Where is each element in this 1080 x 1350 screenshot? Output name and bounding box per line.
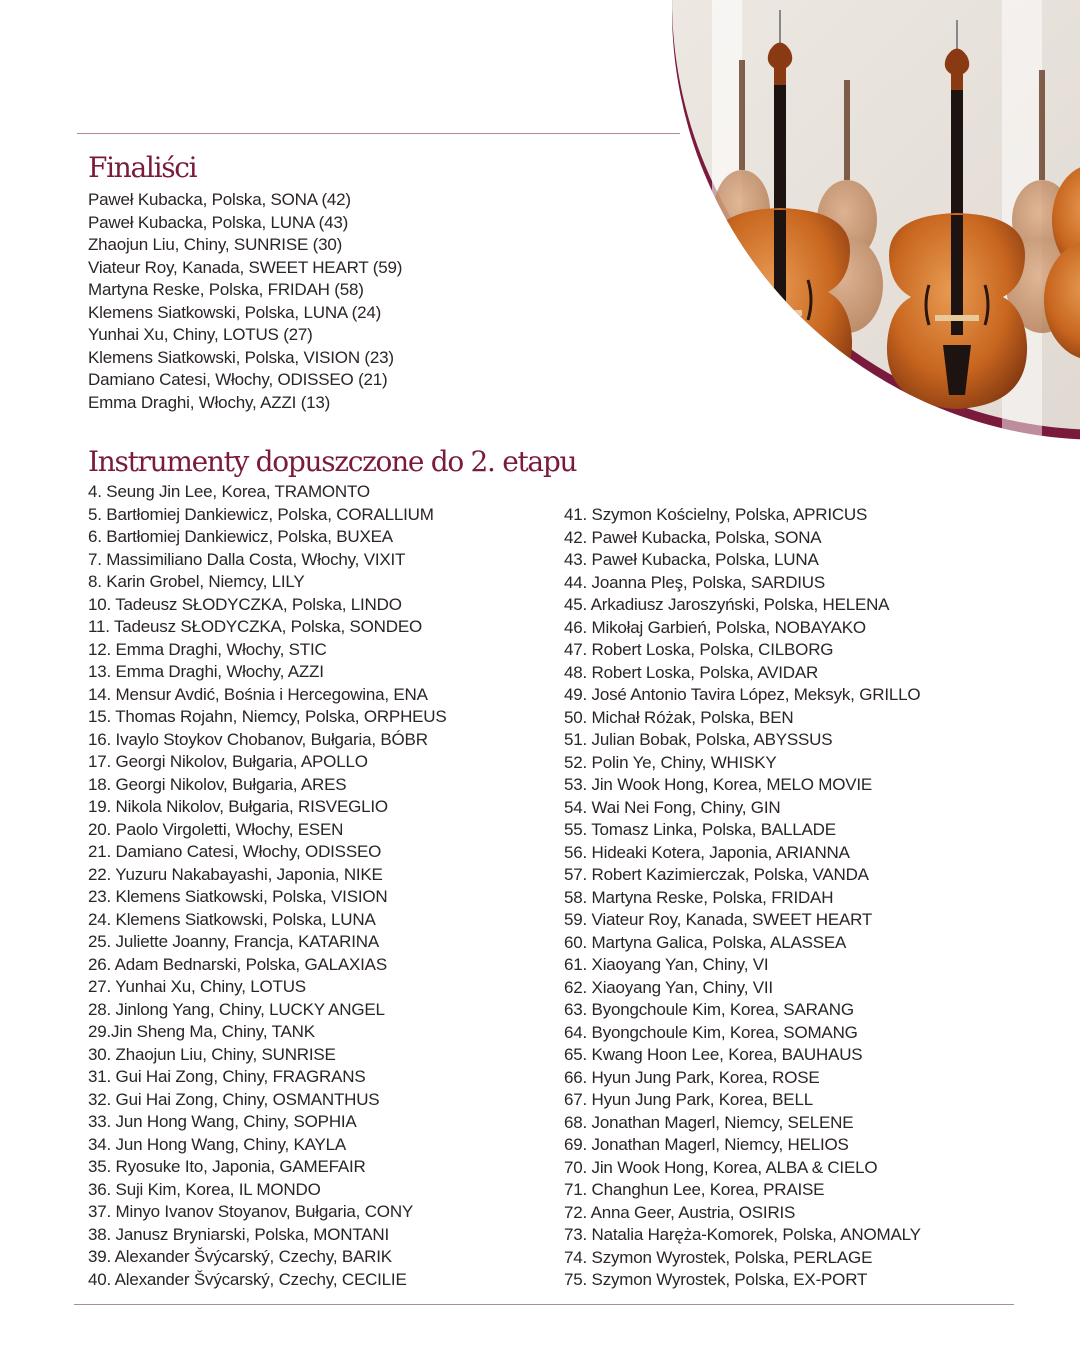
list-item: 57. Robert Kazimierczak, Polska, VANDA: [564, 865, 869, 884]
list-item: 68. Jonathan Magerl, Niemcy, SELENE: [564, 1112, 854, 1132]
list-item: 29.Jin Sheng Ma, Chiny, TANK: [88, 1022, 315, 1041]
list-item: 33. Jun Hong Wang, Chiny, SOPHIA: [88, 1112, 357, 1131]
list-item: 15. Thomas Rojahn, Niemcy, Polska, ORPHEUS: [88, 707, 447, 726]
list-item: 43. Paweł Kubacka, Polska, LUNA: [564, 550, 819, 569]
stage2-column-2: [564, 504, 921, 1292]
list-item: 67. Hyun Jung Park, Korea, BELL: [564, 1090, 813, 1109]
list-item: 8. Karin Grobel, Niemcy, LILY: [88, 572, 305, 591]
finalists-list: [88, 189, 402, 414]
list-item: 61. Xiaoyang Yan, Chiny, VI: [564, 955, 769, 974]
list-item: 7. Massimiliano Dalla Costa, Włochy, VIXIT: [88, 549, 406, 569]
list-item: 65. Kwang Hoon Lee, Korea, BAUHAUS: [564, 1045, 863, 1064]
list-item: 70. Jin Wook Hong, Korea, ALBA & CIELO: [564, 1157, 878, 1177]
list-item: Paweł Kubacka, Polska, SONA (42): [88, 190, 351, 209]
list-item: 42. Paweł Kubacka, Polska, SONA: [564, 527, 822, 547]
list-item: 73. Natalia Haręża-Komorek, Polska, ANOMALY: [564, 1225, 921, 1244]
list-item: Klemens Siatkowski, Polska, LUNA (24): [88, 302, 382, 322]
list-item: 55. Tomasz Linka, Polska, BALLADE: [564, 820, 836, 839]
list-item: 40. Alexander Švýcarský, Czechy, CECILIE: [88, 1269, 407, 1289]
stage2-heading: Instrumenty dopuszczone do 2. etapu: [88, 445, 577, 478]
list-item: Klemens Siatkowski, Polska, VISION (23): [88, 347, 394, 367]
list-item: 62. Xiaoyang Yan, Chiny, VII: [564, 977, 773, 997]
list-item: 34. Jun Hong Wang, Chiny, KAYLA: [88, 1134, 347, 1154]
bottom-divider: [74, 1304, 1014, 1305]
list-item: 4. Seung Jin Lee, Korea, TRAMONTO: [88, 482, 370, 501]
top-divider: [77, 133, 680, 134]
list-item: 51. Julian Bobak, Polska, ABYSSUS: [564, 730, 833, 749]
list-item: 21. Damiano Catesi, Włochy, ODISSEO: [88, 842, 382, 861]
list-item: 14. Mensur Avdić, Bośnia i Hercegowina, ENA: [88, 684, 428, 704]
list-item: 13. Emma Draghi, Włochy, AZZI: [88, 662, 324, 681]
list-item: 36. Suji Kim, Korea, IL MONDO: [88, 1179, 321, 1199]
list-item: 46. Mikołaj Garbień, Polska, NOBAYAKO: [564, 617, 866, 637]
list-item: 31. Gui Hai Zong, Chiny, FRAGRANS: [88, 1067, 366, 1086]
list-item: 41. Szymon Kościelny, Polska, APRICUS: [564, 505, 868, 524]
list-item: 35. Ryosuke Ito, Japonia, GAMEFAIR: [88, 1157, 366, 1176]
list-item: 58. Martyna Reske, Polska, FRIDAH: [564, 887, 834, 907]
list-item: 49. José Antonio Tavira López, Meksyk, GRILLO: [564, 685, 921, 704]
list-item: 18. Georgi Nikolov, Bułgaria, ARES: [88, 774, 347, 794]
list-item: 17. Georgi Nikolov, Bułgaria, APOLLO: [88, 752, 368, 771]
list-item: 74. Szymon Wyrostek, Polska, PERLAGE: [564, 1247, 873, 1267]
list-item: 16. Ivaylo Stoykov Chobanov, Bułgaria, BÓBR: [88, 729, 428, 749]
list-item: Yunhai Xu, Chiny, LOTUS (27): [88, 325, 313, 344]
list-item: 56. Hideaki Kotera, Japonia, ARIANNA: [564, 842, 850, 862]
list-item: 66. Hyun Jung Park, Korea, ROSE: [564, 1067, 820, 1087]
list-item: 48. Robert Loska, Polska, AVIDAR: [564, 662, 819, 682]
list-item: 23. Klemens Siatkowski, Polska, VISION: [88, 887, 388, 906]
list-item: 32. Gui Hai Zong, Chiny, OSMANTHUS: [88, 1089, 380, 1109]
list-item: 52. Polin Ye, Chiny, WHISKY: [564, 752, 777, 772]
list-item: 71. Changhun Lee, Korea, PRAISE: [564, 1180, 825, 1199]
list-item: 22. Yuzuru Nakabayashi, Japonia, NIKE: [88, 864, 383, 884]
list-item: 30. Zhaojun Liu, Chiny, SUNRISE: [88, 1044, 336, 1064]
list-item: 72. Anna Geer, Austria, OSIRIS: [564, 1202, 796, 1222]
list-item: 60. Martyna Galica, Polska, ALASSEA: [564, 932, 847, 952]
list-item: 75. Szymon Wyrostek, Polska, EX-PORT: [564, 1270, 868, 1289]
list-item: 53. Jin Wook Hong, Korea, MELO MOVIE: [564, 775, 873, 794]
violins-illustration: [672, 0, 1080, 440]
list-item: 24. Klemens Siatkowski, Polska, LUNA: [88, 909, 376, 929]
list-item: 19. Nikola Nikolov, Bułgaria, RISVEGLIO: [88, 797, 388, 816]
list-item: Damiano Catesi, Włochy, ODISSEO (21): [88, 370, 388, 389]
list-item: 39. Alexander Švýcarský, Czechy, BARIK: [88, 1247, 392, 1266]
list-item: 27. Yunhai Xu, Chiny, LOTUS: [88, 977, 306, 996]
list-item: 63. Byongchoule Kim, Korea, SARANG: [564, 1000, 854, 1019]
list-item: 59. Viateur Roy, Kanada, SWEET HEART: [564, 910, 873, 929]
list-item: 5. Bartłomiej Dankiewicz, Polska, CORALLIUM: [88, 504, 434, 524]
list-item: 45. Arkadiusz Jaroszyński, Polska, HELENA: [564, 595, 890, 614]
list-item: Emma Draghi, Włochy, AZZI (13): [88, 392, 331, 412]
list-item: 20. Paolo Virgoletti, Włochy, ESEN: [88, 819, 344, 839]
list-item: Viateur Roy, Kanada, SWEET HEART (59): [88, 257, 403, 277]
list-item: 11. Tadeusz SŁODYCZKA, Polska, SONDEO: [88, 617, 422, 636]
list-item: Paweł Kubacka, Polska, LUNA (43): [88, 212, 349, 232]
list-item: 28. Jinlong Yang, Chiny, LUCKY ANGEL: [88, 999, 385, 1019]
list-item: Martyna Reske, Polska, FRIDAH (58): [88, 280, 364, 299]
list-item: Zhaojun Liu, Chiny, SUNRISE (30): [88, 235, 343, 254]
stage2-column-1: [88, 481, 447, 1291]
list-item: 38. Janusz Bryniarski, Polska, MONTANI: [88, 1224, 390, 1244]
violins-photo: [672, 0, 1080, 440]
list-item: 50. Michał Różak, Polska, BEN: [564, 707, 794, 727]
list-item: 69. Jonathan Magerl, Niemcy, HELIOS: [564, 1135, 849, 1154]
list-item: 54. Wai Nei Fong, Chiny, GIN: [564, 797, 781, 817]
list-item: 6. Bartłomiej Dankiewicz, Polska, BUXEA: [88, 527, 393, 546]
list-item: 44. Joanna Pleş, Polska, SARDIUS: [564, 572, 826, 592]
finalists-heading: Finaliści: [88, 151, 197, 184]
list-item: 25. Juliette Joanny, Francja, KATARINA: [88, 932, 379, 951]
list-item: 26. Adam Bednarski, Polska, GALAXIAS: [88, 954, 387, 974]
list-item: 47. Robert Loska, Polska, CILBORG: [564, 640, 834, 659]
list-item: 10. Tadeusz SŁODYCZKA, Polska, LINDO: [88, 594, 402, 614]
list-item: 37. Minyo Ivanov Stoyanov, Bułgaria, CONY: [88, 1202, 414, 1221]
list-item: 64. Byongchoule Kim, Korea, SOMANG: [564, 1022, 858, 1042]
list-item: 12. Emma Draghi, Włochy, STIC: [88, 639, 327, 659]
